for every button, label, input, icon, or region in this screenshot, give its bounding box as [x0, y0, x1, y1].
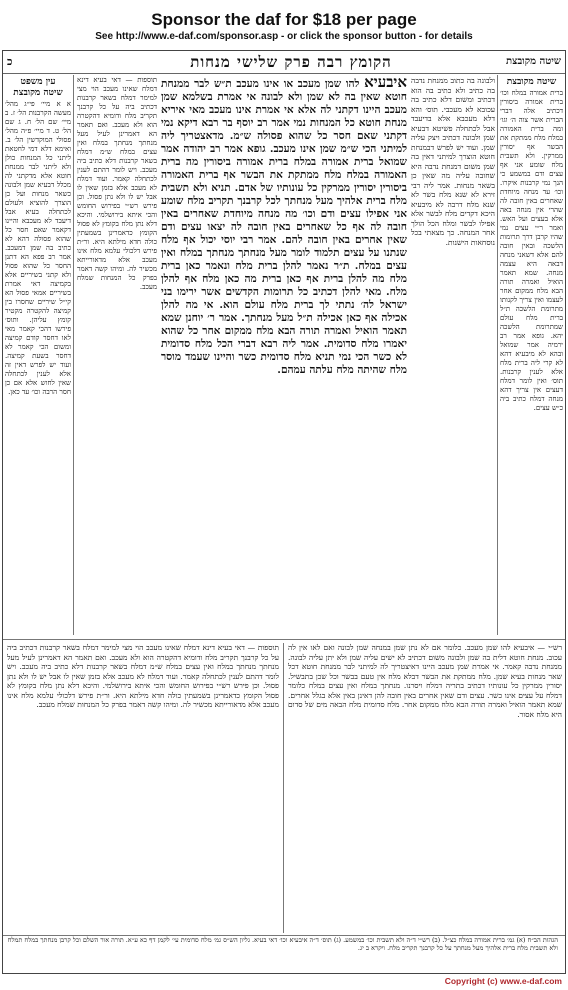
page-title: הקומץ רבה פרק שלישי מנחות — [190, 53, 392, 71]
section-divider — [3, 639, 565, 640]
gemara-column — [161, 76, 407, 636]
left-outer-text: א א מיי׳ פי״ג מהל׳ מעשה הקרבנות הל׳ ז. ב מיי׳ שם הל׳ ח. ג שם הל׳ ט. ד מיי׳ פ״ה מהל׳ פסולי המוקדשין הל׳ ב. ואימא דלא דמי לחטאת ליתני כל המנחות כולן ולא ליתני לבר ממנחת חוטא אלא מדקתני לה מכלל דבעיא שמן ולבונה כשאר מנחות ועל כן הוצרך להוציא ולעולם לכתחלה בעיא אבל דיעבד לא מעכבא והיינו דקאמר שאם חסר כל שהוא פסולה דהא לא כתיב בה שמן דמעכב. אמר רב פפא הא דתנן החסר כל שהוא פסול ולא קתני בשיריים אלא בקמיצה דאי אמרת בשיריים אמאי פסול הא קי״ל שיריים שחסרו בין קמיצה להקטרה מקטיר קומץ עליהן. ותוס׳ פירשו דהכי קאמר מאי לאו דחסר קודם קמיצה ומשום הכי קאמר לא דחסר בשעת קמיצה. ועוד יש לפרש דאין זה אלא לענין לכתחלה שאין לחוש אלא אם כן חסר הרבה וכו׳ עד כאן. — [5, 100, 71, 396]
sponsor-subtitle[interactable]: See http://www.e-daf.com/sponsor.asp - or click the sponsor button - for details — [95, 31, 473, 42]
header-right-label: שיטה מקובצת — [506, 56, 561, 67]
left-heading: שיטה מקובצת — [13, 88, 63, 98]
footnotes: הגהות הב״ח (א) גמ׳ ברית אמורה במלח כצ״ל. (ב) רש״י ד״ה ולא תשבית וכו׳ במשמע. (ג) תוס׳ ד״ה איבעיא וכו׳ דאי בעיא. גליון הש״ס גמ׳ מלח סדומית עי׳ לקמן דף כא ע״א. תורה אור השלם וכל קרבן מנחתך במלח תמלח ולא תשבית מלח ברית אלהיך מעל מנחתך על כל קרבנך תקריב מלח. ויקרא ב יג. — [7, 936, 558, 952]
left-top-label: עין משפט — [20, 77, 56, 87]
right-outer-text: ברית אמורה במלח וכו׳ ברית אמורה ביסורין דכתיב אלה דברי הברית אשר צוה ה׳ וגו׳ ומה ברית האמורה במלח מלח ממתקת את הבשר אף יסורין ממרקין. ולא תשבית מלח שומע אני אף עצים ודם במשמע כי הנך נמי קרבנות איקרו. וכו׳ עד מנחה מיוחדת שאחרים באין חובה לה שהרי אין מנחה באה אלא בעצים ועל האש. ואמר ר״י עצים נמי שהיו קרבן דרך תרומות הלשכה ובאין חובה להם אלא דשאני מנחה דבאה היא עצמה מנחה. שמא תאמר הואיל ואמרה תורה הבא מלח ממקום אחר לעצמו ואין צריך לקנותו מתרומת הלשכה ת״ל ברית מלח עולם שמתרומת הלשכה יהא. גופא אמר רב ירמיה אמר שמואל ובהא לא מיבעיא דהא לא קרי ליה ברית מלח אלא לענין קרבנות. תוס׳ ואין לומר דמלח דעצים אין צריך דהא מנחה דמלח כתיב ביה כ״ש עצים. — [500, 89, 563, 412]
rashi-column — [411, 76, 495, 636]
right-heading: שיטה מקובצת — [506, 77, 557, 87]
bottom-left-text: תוספות — דאי בעיא דינא דמלח שאינו מעכב הוי מצי למימר דמלח בשאר קרבנות דכתיב ביה על כל קרבנך תקריב מלח ודומיא דהקטרה הוא ולא מעכב. ואם תאמר הא דאמרינן לעיל מעל מנחתך מנחתך במלח ואין עצים במלח ש״מ דמלח בשאר קרבנות דלא כתיב ביה מעכב. ויש לומר דהתם לענין לכתחלה קאמר. ועוד דמלח לא מעכב אלא בזמן שאין לו אבל יש לו ולא נתן פסול. וכן פירש רש״י בפירוש החומש והכי איתא בירושלמי. והיכא דלא נתן מלח בקומץ לא פסול הקומץ כדאמרינן בשמעתין כולה חדא מילתא היא. ור״ת פירש דלכולי עלמא מלח אינו מעכב אלא מדאורייתא מכשיר לה. ומיהו קשה דאמר בפרק כל המנחות שמלח מעכב. — [7, 643, 279, 709]
talmud-page — [2, 50, 566, 974]
tosafot-column — [77, 76, 157, 636]
column-divider — [73, 75, 74, 635]
right-outer-column — [500, 76, 563, 636]
page-number: כ — [7, 55, 13, 68]
bottom-right-commentary — [288, 643, 562, 933]
column-divider — [497, 75, 498, 635]
page-header — [3, 51, 565, 74]
rashi-inner-text: ולבונה בה כתוב ממנחת נדבה בה כתיב ולא כתיב בה הוא דכתיב ומשום דלא כתיב בה עכובא לא מעכבי. תוס׳ והא דלא מעכבא אלא בדיעבד אבל לכתחלה פשיטא דבעיא שמן ולבונה דכתיב ויצק עליה שמן. ועוד יש לפרש דבמנחת חוטא הוצרך למיתני דאין בה שמן משום דמנחת נדבה היא שחובה עליה מה שאין כן בשאר מנחות. אמר ליה רבי זירא לא שנא מלח בשר לא שנא מלח דרבה לא מיבעיא היכא דקדים מלח לבשר אלא אפילו לבשר ומלח הכל הולך אחר המנחה. כך מצאתי בכל נוסחאות הישנות. — [411, 76, 495, 247]
bottom-left-commentary — [7, 643, 279, 933]
sponsor-banner[interactable] — [0, 0, 568, 48]
sponsor-title[interactable]: Sponsor the daf for $18 per page — [151, 10, 417, 29]
column-divider — [283, 643, 284, 933]
gemara-text: להו שמן מעכב או אינו מעכב ת״ש לבר ממנחת חוטא שאין בה לא שמן ולא לבונה אי אמרת בשלמא שמן מעכב היינו דקתני לה אלא אי אמרת אינו מעכב מאי איריא מנחת חוטא כל המנחות נמי אמר רב יוסף בר רבא דיקא נמי דקתני שאם חסר כל שהוא פסולה ש״מ. מדאצטריך ליה למיתני הכי ש״מ שמן אינו מעכב. גופא אמר רב יהודה אמר שמואל ברית אמורה במלח ברית אמורה ביסורין מה ברית האמורה במלח מלח ממתקת את הבשר אף ברית האמורה ביסורין יסורין ממרקין כל עונותיו של אדם. תניא ולא תשבית מלח ברית אלהיך מעל מנחתך לכל קרבנך תקריב מלח שומע אני אפילו עצים ודם וכו׳ מה מנחה מיוחדת שאחרים באין חובה לה אף כל שאחרים באין חובה לה יצאו עצים ודם שאין אחרים באין חובה להם. אמר רבי יוסי יכול אף מלח שנתנו על עצים תלמוד לומר מעל מנחתך מנחתך במלח ואין עצים במלח. ת״ר נאמר להלן ברית מלח ונאמר כאן ברית מלח מה להלן ברית אף כאן ברית מה כאן מלח אף להלן מלח. מאי להלן דכתיב כל תרומות הקדשים אשר ירימו בני ישראל לה׳ נתתי לך ברית מלח עולם הוא. אי מה להלן אכילה אף כאן אכילה ת״ל מעל מנחתך. אמר ר׳ יוחנן שמא תאמר הואיל ואמרה תורה הבא מלח ממקום אחר כל שהוא יאמרו מלח סדומית. אמר ליה רבא דברי הכל מלח סדומית לא כשר הכי נמי תניא מלח סדומית כשר והיינו שעמד מוסר מלח שהיתה מלח עלתה עמהם. — [161, 78, 407, 376]
tosafot-text: תוספות — דאי בעיא דינא דמלח שאינו מעכב הוי מצי למימר דמלח בשאר קרבנות דכתיב ביה על כל קרבנך תקריב מלח ודומיא דהקטרה הוא ולא מעכב. ואם תאמר הא דאמרינן לעיל מעל מנחתך מנחתך במלח ואין עצים במלח ש״מ דמלח בשאר קרבנות דלא כתיב ביה מעכב. ויש לומר דהתם לענין לכתחלה קאמר. ועוד דמלח לא מעכב אלא בזמן שאין לו אבל יש לו ולא נתן פסול. וכן פירש רש״י בפירוש החומש והכי איתא בירושלמי. והיכא דלא נתן מלח בקומץ לא פסול הקומץ כדאמרינן בשמעתין כולה חדא מילתא היא. ור״ת פירש דלכולי עלמא מלח אינו מעכב אלא מדאורייתא מכשיר לה. ומיהו קשה דאמר בפרק כל המנחות שמלח מעכב. — [77, 76, 157, 291]
gemara-lead-word: איבעיא — [364, 76, 407, 91]
copyright-link[interactable]: Copyright (c) www.e-daf.com — [444, 976, 562, 986]
bottom-right-text: רש״י — איבעיא להו שמן מעכב. כלומר אם לא נתן שמן במנחה שמן לבונה ואם לאו אין לה עכוב. מנחת חוטא דלית בה שמן ולבונה משום דכתיב לא ישים עליה שמן ולא יתן עליה לבונה. ממנחת נדבה קאמר. אי אמרת שמן מעכב היינו דאיצטריך לה למיתני לבר ממנחת חוטא דכל שאר מנחות בעיא שמן. מלח ממתקת את הבשר דבלא מלח אין טעם בבשר וכל שכן בתבשיל. יסורין ממרקין כל עונותיו דכתיב בתריה דמלח ויסרנו. מנחתך במלח ואין עצים במלח כלומר דמלח על עצים אינו כשר. עצים ודם שאין אחרים באין חובה להן דאינן באין אלא בגלל אחרים. שמא תאמר הואיל ואמרה תורה הבא מלח ממקום אחר. מלח סדומית מלח הבאה מים של סדום היא מלח אסור. — [288, 643, 562, 719]
left-outer-column — [5, 76, 71, 636]
